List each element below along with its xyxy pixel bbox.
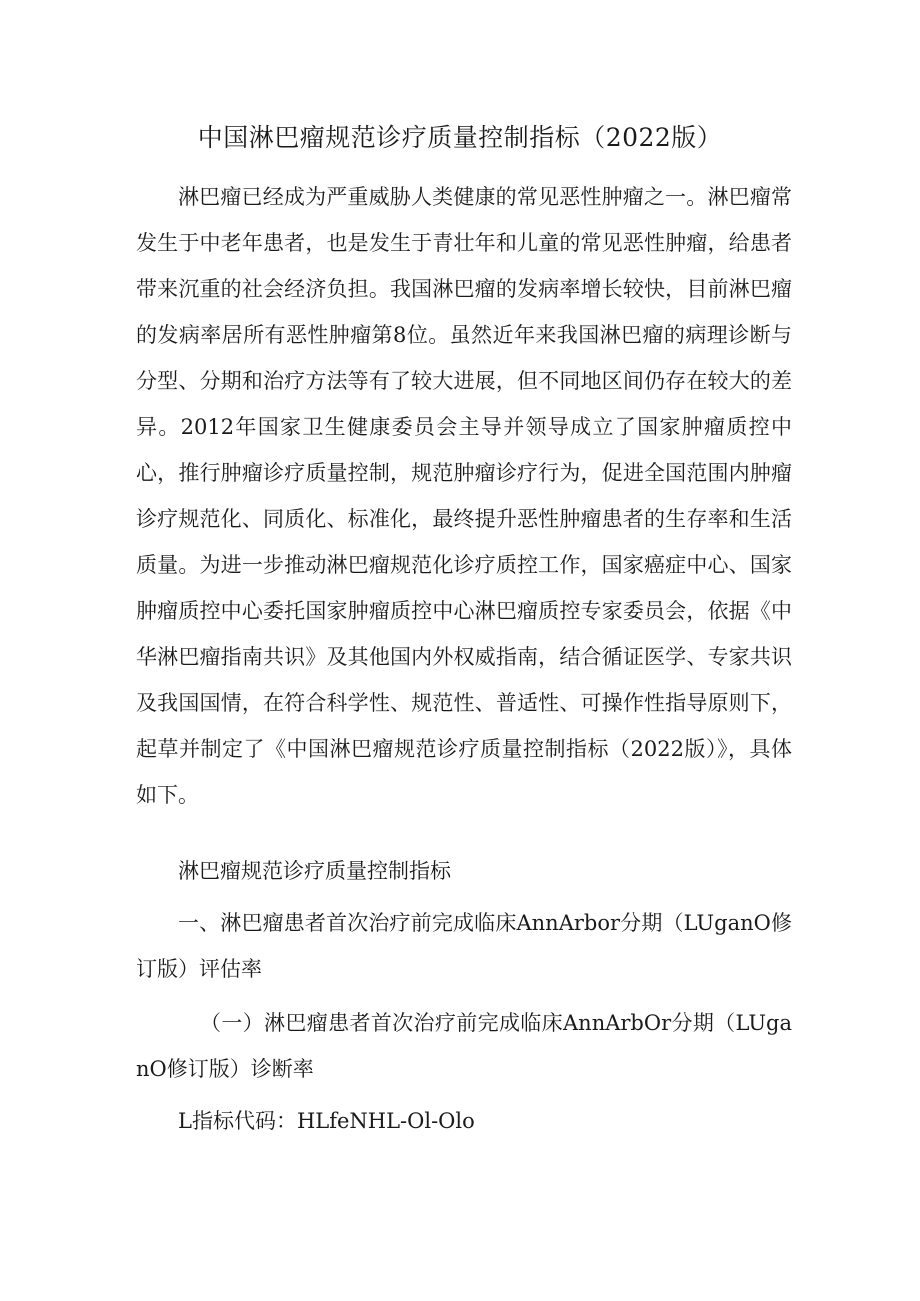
section-heading-1-1: （一）淋巴瘤患者首次治疗前完成临床AnnArbOr分期（LUganO修订版）诊断率 — [136, 1011, 792, 1081]
section-heading-1: 一、淋巴瘤患者首次治疗前完成临床AnnArbor分期（LUganO修订版）评估率 — [136, 911, 792, 981]
intro-paragraph: 淋巴瘤已经成为严重威胁人类健康的常见恶性肿瘤之一。淋巴瘤常发生于中老年患者，也是发生于青壮年和儿童的常见恶性肿瘤，给患者带来沉重的社会经济负担。我国淋巴瘤的发病率增长较快，目前淋巴瘤的发病率居所有恶性肿瘤第8位。虽然近年来我国淋巴瘤的病理诊断与分型、分期和治疗方法等有了较大进展，但不同地区间仍存在较大的差异。2012年国家卫生健康委员会主导并领导成立了国家肿瘤质控中心，推行肿瘤诊疗质量控制，规范肿瘤诊疗行为，促进全国范围内肿瘤诊疗规范化、同质化、标准化，最终提升恶性肿瘤患者的生存率和生活质量。为进一步推动淋巴瘤规范化诊疗质控工作，国家癌症中心、国家肿瘤质控中心委托国家肿瘤质控中心淋巴瘤质控专家委员会，依据《中华淋巴瘤指南共识》及其他国内外权威指南，结合循证医学、专家共识及我国国情，在符合科学性、规范性、普适性、可操作性指导原则下，起草并制定了《中国淋巴瘤规范诊疗质量控制指标（2022版）》，具体如下。 — [136, 185, 792, 807]
indicator-code: L指标代码：HLfeNHL-Ol-Olo — [178, 1109, 475, 1133]
subheading: 淋巴瘤规范诊疗质量控制指标 — [178, 859, 451, 883]
document-title: 中国淋巴瘤规范诊疗质量控制指标（2022版） — [197, 123, 723, 152]
